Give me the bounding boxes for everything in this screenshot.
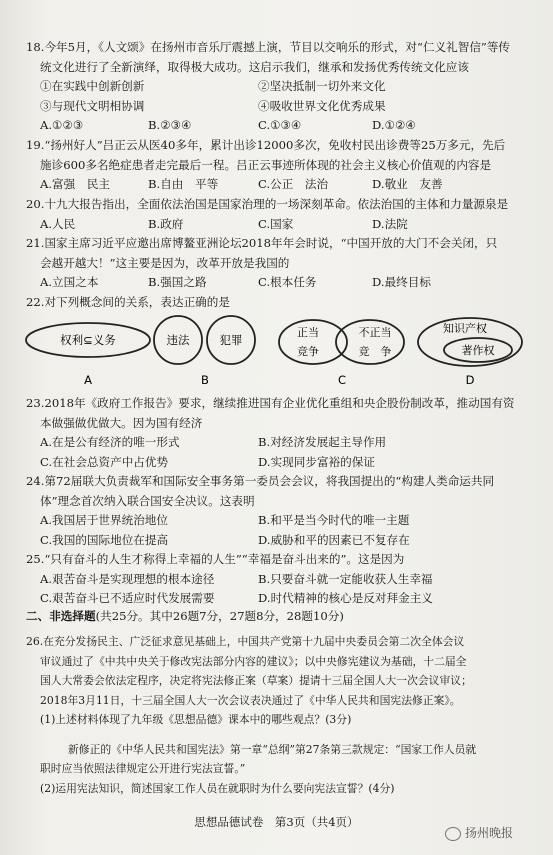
q22-diagram-b-right-text: 犯罪	[219, 333, 243, 347]
q24-options-row2	[26, 531, 531, 551]
q20-option-a: A.人民	[40, 216, 76, 231]
q22-label-b: B	[201, 373, 209, 387]
q26-line2: 审议通过了《中共中央关于修改宪法部分内容的建议》；以中央修宪建议为基础，十二届全	[40, 654, 467, 668]
q20-option-d: D.法院	[372, 216, 408, 231]
q22-line1: 22.对下列概念间的关系，表达正确的是	[26, 295, 230, 309]
q19-line1: 19.“扬州好人”吕正云从医40多年，累计出诊12000多次，免收村民出诊费等25万多元，先后	[26, 138, 506, 152]
q26-subq2: (2)运用宪法知识，简述国家工作人员在就职时为什么要向宪法宣誓？(4分)	[40, 781, 395, 795]
q24-option-c: C.我国的国际地位在提高	[40, 532, 169, 547]
q25-option-d: D.时代精神的核心是反对拜金主义	[258, 591, 433, 605]
q20-option-b: B.政府	[148, 216, 184, 231]
q18-statement-4: ④吸收世界文化优秀成果	[258, 98, 386, 113]
watermark	[445, 824, 513, 841]
q18-statements-row2	[26, 97, 531, 117]
q26-line6: 新修正的《中华人民共和国宪法》第一章“总纲”第27条第三款规定：“国家工作人员就	[68, 742, 477, 756]
q23-line1: 23.2018年《政府工作报告》要求，继续推进国有企业优化重组和央企股份制改革，推动国有资	[26, 396, 515, 410]
q25-options-row2	[26, 589, 531, 609]
q19-option-c: C.公正 法治	[258, 177, 329, 191]
question-24	[26, 472, 531, 550]
q21-options	[26, 273, 531, 293]
q25-line1: 25.“只有奋斗的人生才称得上幸福的人生”“幸福是奋斗出来的”。这是因为	[26, 552, 405, 566]
q26-line7: 职时应当依照法律规定公开进行宪法宣誓。”	[40, 762, 246, 775]
q25-option-c: C.艰苦奋斗已不适应时代发展需要	[40, 591, 215, 605]
q24-option-b: B.和平是当今时代的唯一主题	[258, 513, 410, 527]
wechat-icon	[445, 827, 461, 841]
q23-option-c: C.在社会总资产中占优势	[40, 454, 169, 469]
q21-option-c: C.根本任务	[258, 275, 317, 289]
q22-diagram-b-left-text: 违法	[166, 333, 190, 347]
question-25	[26, 550, 531, 609]
q25-options-row1	[26, 570, 531, 590]
q23-line2: 本做强做优做大。因为国有经济	[40, 415, 203, 430]
q22-diagram-c-right-text2: 竞 争	[358, 345, 392, 358]
q19-option-a: A.富强 民主	[40, 177, 111, 191]
q23-option-d: D.实现同步富裕的保证	[258, 454, 375, 469]
q25-option-a: A.艰苦奋斗是实现理想的根本途径	[40, 571, 215, 586]
question-23	[26, 394, 531, 472]
q18-statement-3: ③与现代文明相协调	[40, 98, 145, 113]
q22-diagram-a-text: 权利⊆义务	[60, 333, 116, 347]
q18-line2: 统文化进行了全新演绎，取得极大成功。这启示我们，继承和发扬优秀传统文化应该	[40, 59, 469, 74]
question-18	[26, 38, 531, 136]
q21-line1: 21.国家主席习近平应邀出席博鳌亚洲论坛2018年年会时说，“中国开放的大门不会关闭，只	[26, 236, 498, 250]
q19-option-b: B.自由 平等	[148, 177, 219, 191]
q18-statements-row1	[26, 77, 531, 97]
q22-label-c: C	[337, 373, 347, 387]
q23-options-row2	[26, 453, 531, 473]
question-22	[26, 293, 531, 313]
q19-line2: 施诊600多名绝症患者走完最后一程。吕正云事迹所体现的社会主义核心价值观的内容是	[40, 157, 492, 172]
q26-spacer	[26, 730, 531, 740]
q25-option-b: B.只要奋斗就一定能收获人生幸福	[258, 571, 433, 586]
q18-line1: 18.今年5月，《人文颂》在扬州市音乐厅震撼上演，节目以交响乐的形式，对“仁义礼智信”等传	[26, 40, 511, 54]
q22-concept-diagrams	[0, 312, 553, 392]
q22-diagram-d-inner-text: 著作权	[461, 344, 495, 357]
section-2-desc: (共25分。其中26题7分，27题8分，28题10分)	[95, 609, 344, 623]
q21-option-d: D.最终目标	[372, 275, 431, 289]
q20-option-c: C.国家	[258, 216, 294, 231]
q23-option-a: A.在是公有经济的唯一形式	[40, 435, 180, 449]
q21-line2: 会越开越大！”这主要是因为，改革开放是我国的	[40, 255, 290, 270]
q19-option-d: D.敬业 友善	[372, 177, 443, 191]
q24-line1: 24.第72届联大负责裁军和国际安全事务第一委员会会议，将我国提出的“构建人类命运共同	[26, 474, 495, 488]
page-footer: 思想品德试卷 第3页（共4页）	[194, 815, 359, 829]
section-2-title: 二、非选择题	[26, 609, 96, 623]
q18-statement-1: ①在实践中创新创新	[40, 79, 145, 93]
q18-statement-2: ②坚决抵制一切外来文化	[258, 79, 386, 93]
q20-options	[26, 215, 531, 235]
q18-option-c: C.①③④	[258, 118, 302, 132]
q18-option-d: D.①②④	[372, 118, 416, 132]
q23-option-b: B.对经济发展起主导作用	[258, 435, 387, 449]
q24-options-row1	[26, 511, 531, 531]
q23-options-row1	[26, 433, 531, 453]
watermark-text: 扬州晚报	[464, 826, 513, 840]
question-26	[26, 632, 531, 798]
q18-option-a: A.①②③	[40, 118, 84, 132]
question-21	[26, 234, 531, 293]
question-19	[26, 136, 531, 195]
q18-options	[26, 116, 531, 136]
q21-option-a: A.立国之本	[40, 275, 99, 289]
q26-line3: 国人大常委会依法定程序，决定将宪法修正案（草案）提请十三届全国人大一次会议审议；	[40, 674, 472, 687]
q19-options	[26, 175, 531, 195]
q22-label-d: D	[465, 373, 475, 387]
question-20	[26, 195, 531, 234]
q18-option-b: B.②③④	[148, 118, 192, 132]
q22-label-a: A	[84, 373, 92, 387]
q22-diagram-d-outer-text: 知识产权	[443, 322, 487, 335]
section-2-heading	[26, 608, 344, 624]
q24-option-a: A.我国居于世界统治地位	[40, 513, 168, 527]
q20-line1: 20.十九大报告指出，全面依法治国是国家治理的一场深刻革命。依法治国的主体和力量源泉是	[26, 197, 509, 211]
q24-line2: 体”理念首次纳入联合国安全决议。这表明	[40, 493, 255, 508]
q26-subq1: (1)上述材料体现了九年级《思想品德》课本中的哪些观点？(3分)	[40, 713, 352, 726]
q24-option-d: D.威胁和平的因素已不复存在	[258, 532, 410, 547]
q26-line1: 26.在充分发扬民主、广泛征求意见基础上，中国共产党第十九届中央委员会第二次全体会议	[26, 635, 465, 648]
q26-line4: 2018年3月11日，十三届全国人大一次会议表决通过了《中华人民共和国宪法修正案》。	[40, 693, 461, 707]
q22-diagram-c-left-text1: 正当	[297, 326, 319, 339]
q22-diagram-c-right-text1: 不正当	[358, 326, 392, 339]
q21-option-b: B.强国之路	[148, 275, 207, 289]
q22-diagram-c-left-text2: 竞争	[297, 345, 319, 358]
